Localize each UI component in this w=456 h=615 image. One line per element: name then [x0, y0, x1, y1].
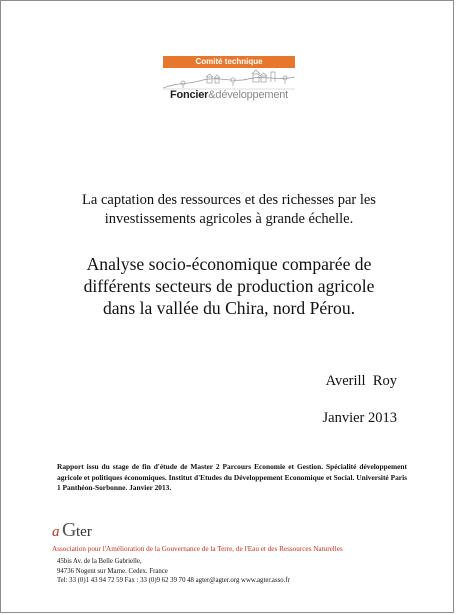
agter-logo-rest: ter	[76, 524, 92, 540]
village-landscape-icon	[163, 68, 295, 90]
report-note: Rapport issu du stage de fin d'étude de Master 2 Parcours Economie et Gestion. Spécialité développement agricole et politiques économiques. Institut d'Etudes du Développement Economique et Social. Université Paris 1 Panthéon-Sorbonne. Janvier 2013.	[57, 462, 407, 493]
title-line-2: investissements agricoles à grande échelle.	[104, 211, 354, 227]
subtitle-line-2: différents secteurs de production agricole	[83, 276, 375, 296]
subtitle-line-3: dans la vallée du Chira, nord Pérou.	[102, 298, 356, 318]
title-line-1: La captation des ressources et des richesses par les	[82, 192, 376, 208]
report-subtitle	[41, 253, 417, 319]
foncier-wordmark	[163, 89, 295, 102]
report-date: Janvier 2013	[322, 410, 397, 426]
subtitle-line-1: Analyse socio-économique comparée de	[86, 254, 372, 274]
wordmark-foncier: Foncier	[169, 89, 209, 101]
association-name: Association pour l'Amélioration de la Gouvernance de la Terre, de l'Eau et des Ressources Naturelles	[52, 545, 343, 553]
agter-logo	[52, 520, 112, 542]
foncier-developpement-logo	[163, 56, 295, 103]
report-title	[41, 191, 417, 229]
address-line-1: 45bis Av. de la Belle Gabrielle,	[57, 558, 142, 565]
wordmark-developpement: &développement	[208, 89, 289, 101]
agter-logo-a: a	[52, 524, 60, 540]
contact-line: Tel: 33 (0)1 43 94 72 59 Fax : 33 (0)9 62 39 70 48 agter@agter.org www.agter.asso.fr	[57, 577, 290, 584]
author-name: Averill Roy	[325, 373, 397, 389]
address-line-2: 94736 Nogent sur Marne. Cedex. France	[57, 567, 168, 575]
comite-technique-banner: Comité technique	[163, 56, 295, 68]
agter-logo-g: G	[62, 519, 77, 541]
